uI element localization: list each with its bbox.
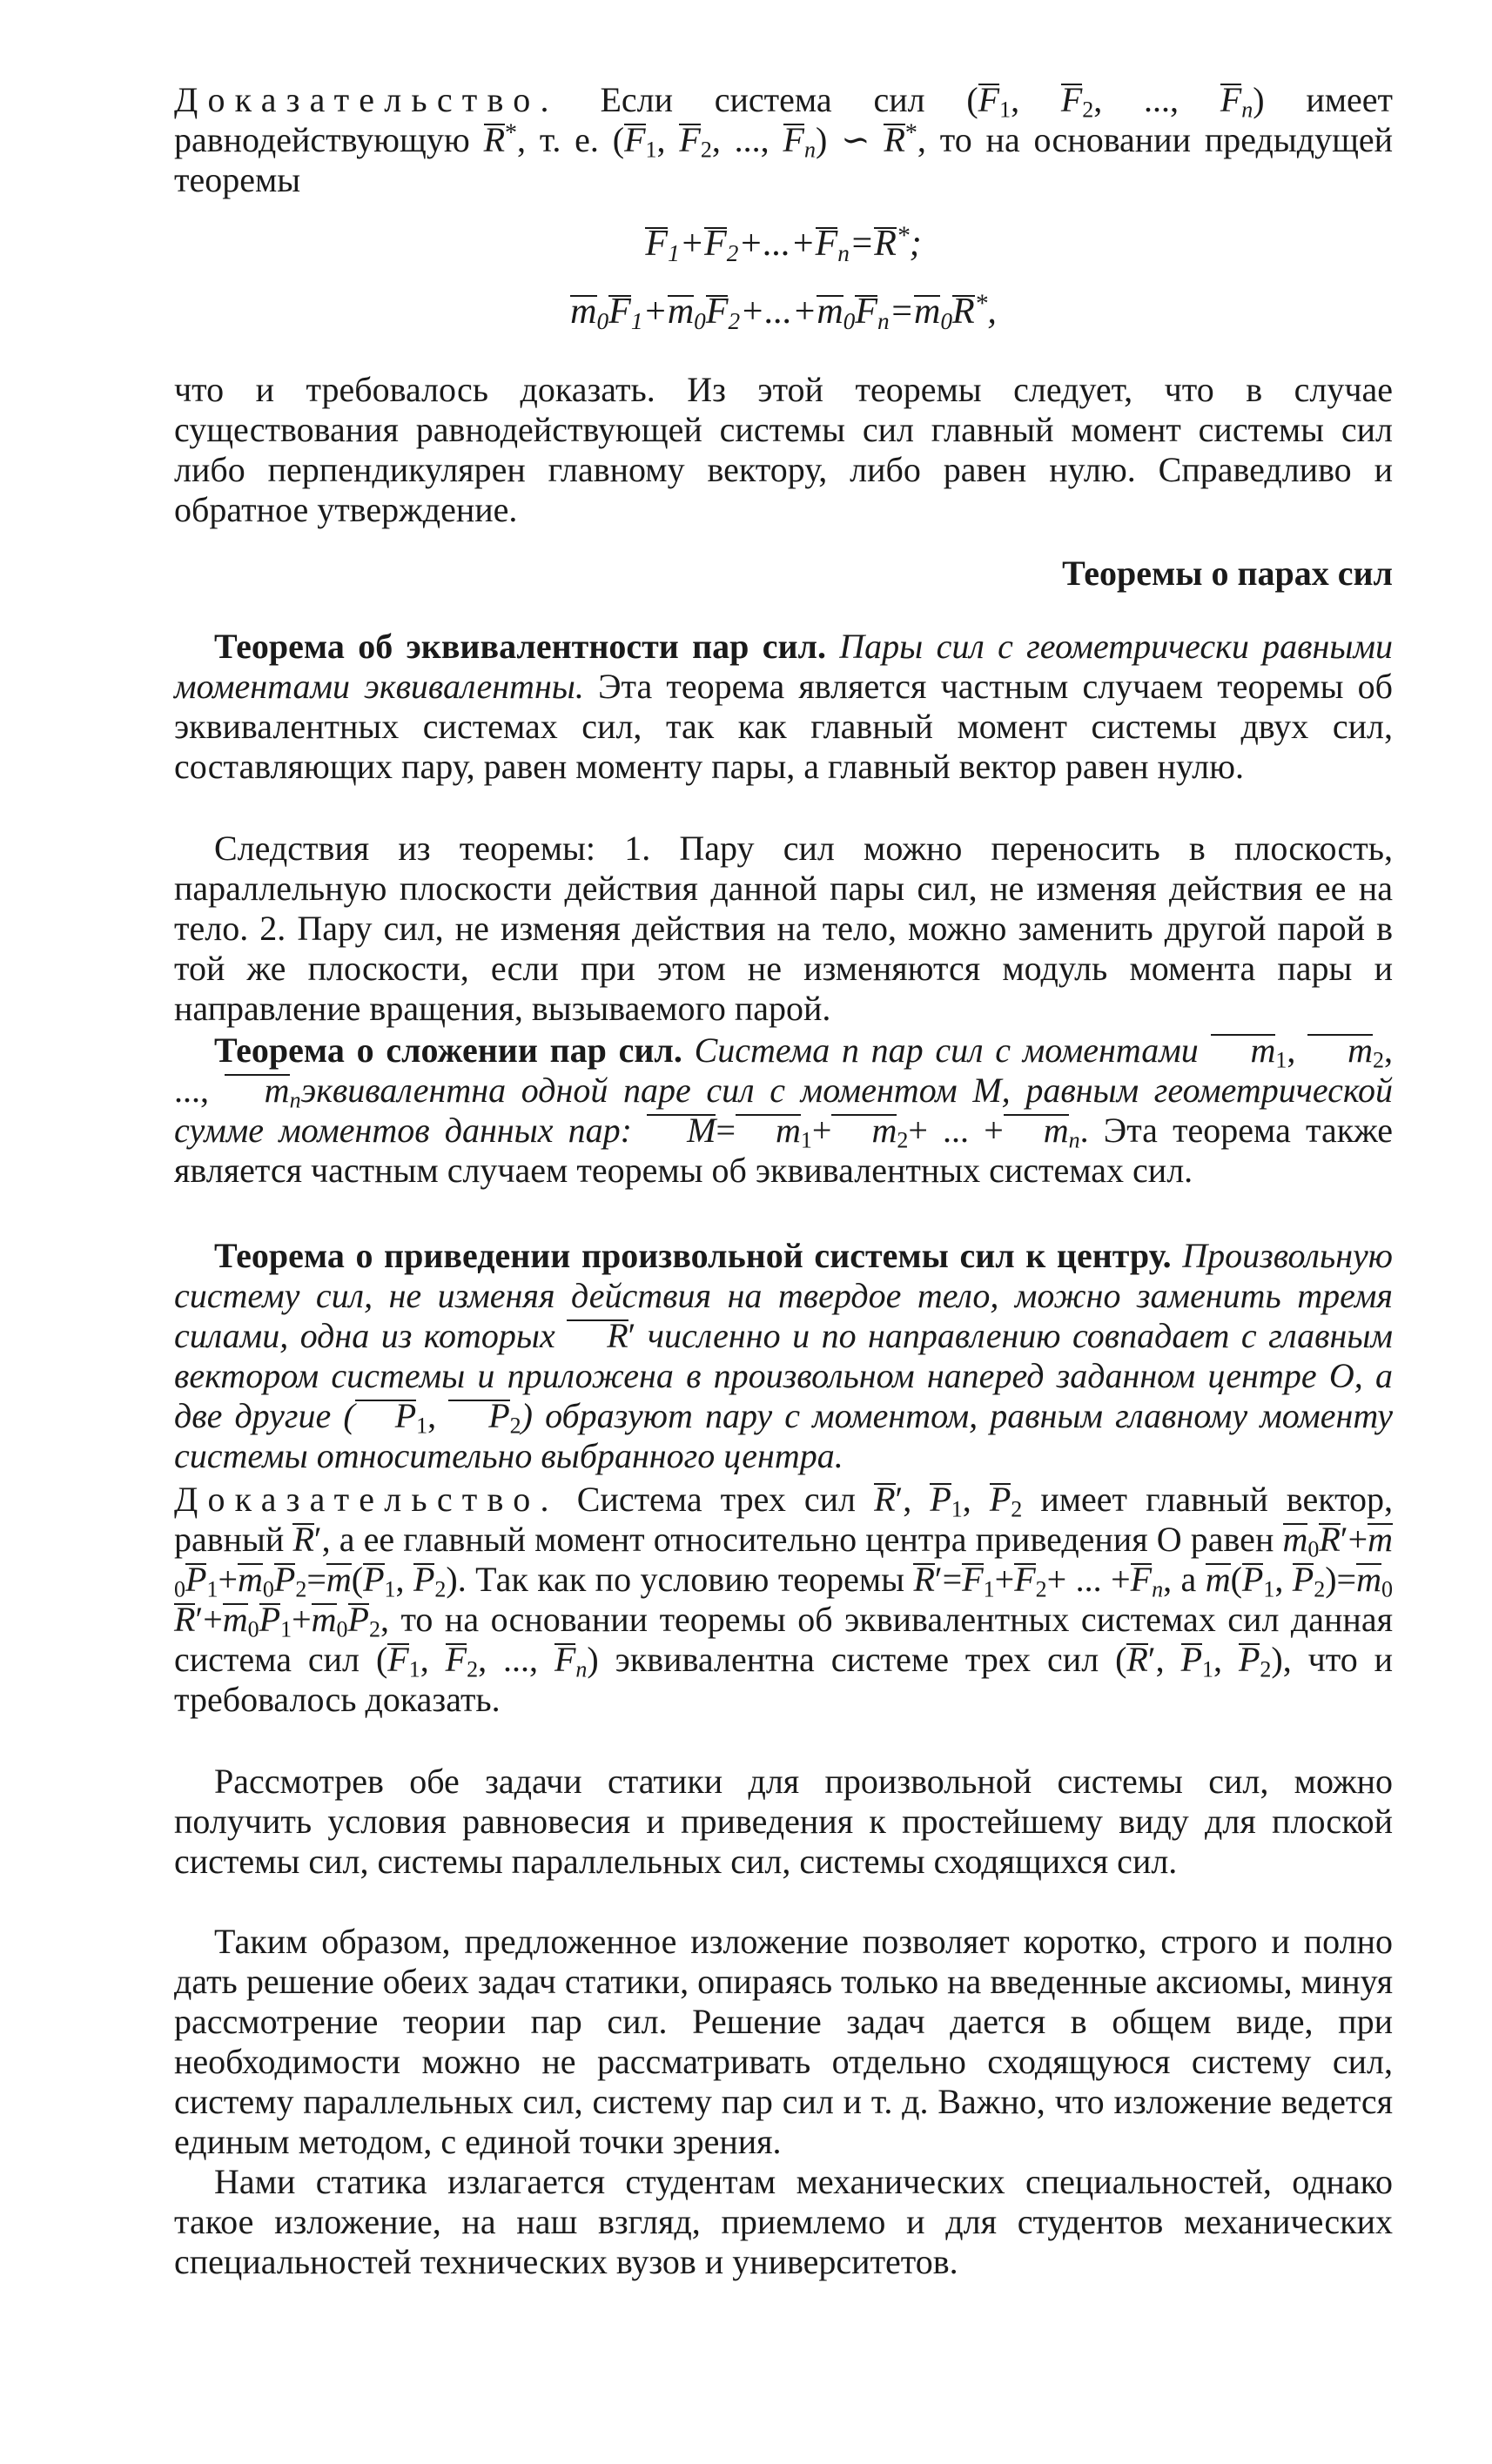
proof-text-a: Если система сил ( [600,80,978,119]
theorem-title: Теорема о приведении произвольной системы сил к центру. [214,1236,1172,1275]
formula-sum-moments: $m_0F_1+m_0F_2+...+m_0F_n=m_0R^*$, [570,289,997,334]
theorem-title: Теорема о сложении пар сил. [214,1031,682,1070]
paragraph-proof-1: Доказательство. Если система сил ($F_1$, $F_2$, ..., $F_n$) имеет равнодействующую R*, т. е. ($F_1$, $F_2$, ..., $F_n$) ∽ R*, то на основании предыдущей теоремы [174,80,1394,199]
paragraph-summary-3: Нами статика излагается студентам механических специальностей, однако такое изложение, на наш взгляд, приемлемо и для студентов механических специальностей технических вузов и университетов. [174,2162,1393,2281]
proof-lead: Доказательство. [174,1480,559,1519]
paragraph-reduction-theorem: Теорема о приведении произвольной системы сил к центру. Произвольную систему сил, не изменяя действия на твердое тело, можно заменить тремя силами, одна из которых R′ численно и по направлению совпадает с главным вектором системы и приложена в произвольном наперед заданном центре O, а две другие ( $P_1$, $P_2$) образуют пару с моментом, равным главному моменту системы относительно выбранного центра. [174,1236,1394,1475]
paragraph-corollaries: Следствия из теоремы: 1. Пару сил можно переносить в плоскость, параллельную плоскости действия данной пары сил, не изменяя действия ее на тело. 2. Пару сил, не изменяя действия на тело, можно заменить другой парой в той же плоскости, если при этом не изменяются модуль момента пары и направление вращения, вызываемого парой. [174,829,1393,1028]
paragraph-summary-2: Таким образом, предложенное изложение позволяет коротко, строго и полно дать решение обеих задач статики, опираясь только на введенные аксиомы, минуя рассмотрение теории пар сил. Решение задач дается в общем виде, при необходимости можно не рассматривать отдельно сходящуюся систему сил, систему параллельных сил, систему пар сил и т. д. Важно, что изложение ведется единым методом, с единой точки зрения. [174,1922,1393,2161]
proof-lead: Доказательство. [174,80,559,119]
paragraph-conclusion: что и требовалось доказать. Из этой теоремы следует, что в случае существования равнодействующей системы сил главный момент системы сил либо перпендикулярен главному вектору, либо равен нулю. Справедливо и обратное утверждение. [174,370,1393,529]
paragraph-pair-addition: Теорема о сложении пар сил. Система n пар сил с моментами $m_1$, $m_2$, ..., $m_nэквивалентна$ одной паре сил с моментом M, равным геометрической сумме моментов данных пар: $M= m_1+ m_2+$ ... + $m_n$. Эта теорема также является частным случаем теоремы об эквивалентных системах сил. [174,1031,1394,1190]
paragraph-pair-equivalence: Теорема об эквивалентности пар сил. Пары сил с геометрически равными моментами эквивалентны. Эта теорема является частным случаем теоремы об эквивалентных системах сил, так как главный момент системы двух сил, составляющих пару, равен моменту пары, а главный вектор равен нулю. [174,627,1394,786]
paragraph-proof-2: Доказательство. Система трех сил R′, $P_1$, $P_2$ имеет главный вектор, равный R′, а ее главный момент относительно центра приведения O равен $m_0R'+m_0P_1+m_0P_2=m(P_1$, $P_2$). Так как по условию теоремы $R'=F_1+F_2+$ ... $+F_n$, а $m(P_1$, $P_2)=m_0R'+m_0P_1+m_0P_2$, то на основании теоремы об эквивалентных системах сил данная система сил ($F_1$, $F_2$, ..., $F_n$) эквивалентна системе трех сил (R′, $P_1$, $P_2$), что и требовалось доказать. [174,1480,1394,1719]
paragraph-summary-1: Рассмотрев обе задачи статики для произвольной системы сил, можно получить условия равновесия и приведения к простейшему виду для плоской системы сил, системы параллельных сил, системы сходящихся сил. [174,1762,1393,1881]
formula-sum-forces: $F_1+F_2+...+F_n=R^*$; [645,221,922,266]
section-heading: Теоремы о парах сил [1062,554,1393,593]
theorem-title: Теорема об эквивалентности пар сил. [214,627,826,666]
